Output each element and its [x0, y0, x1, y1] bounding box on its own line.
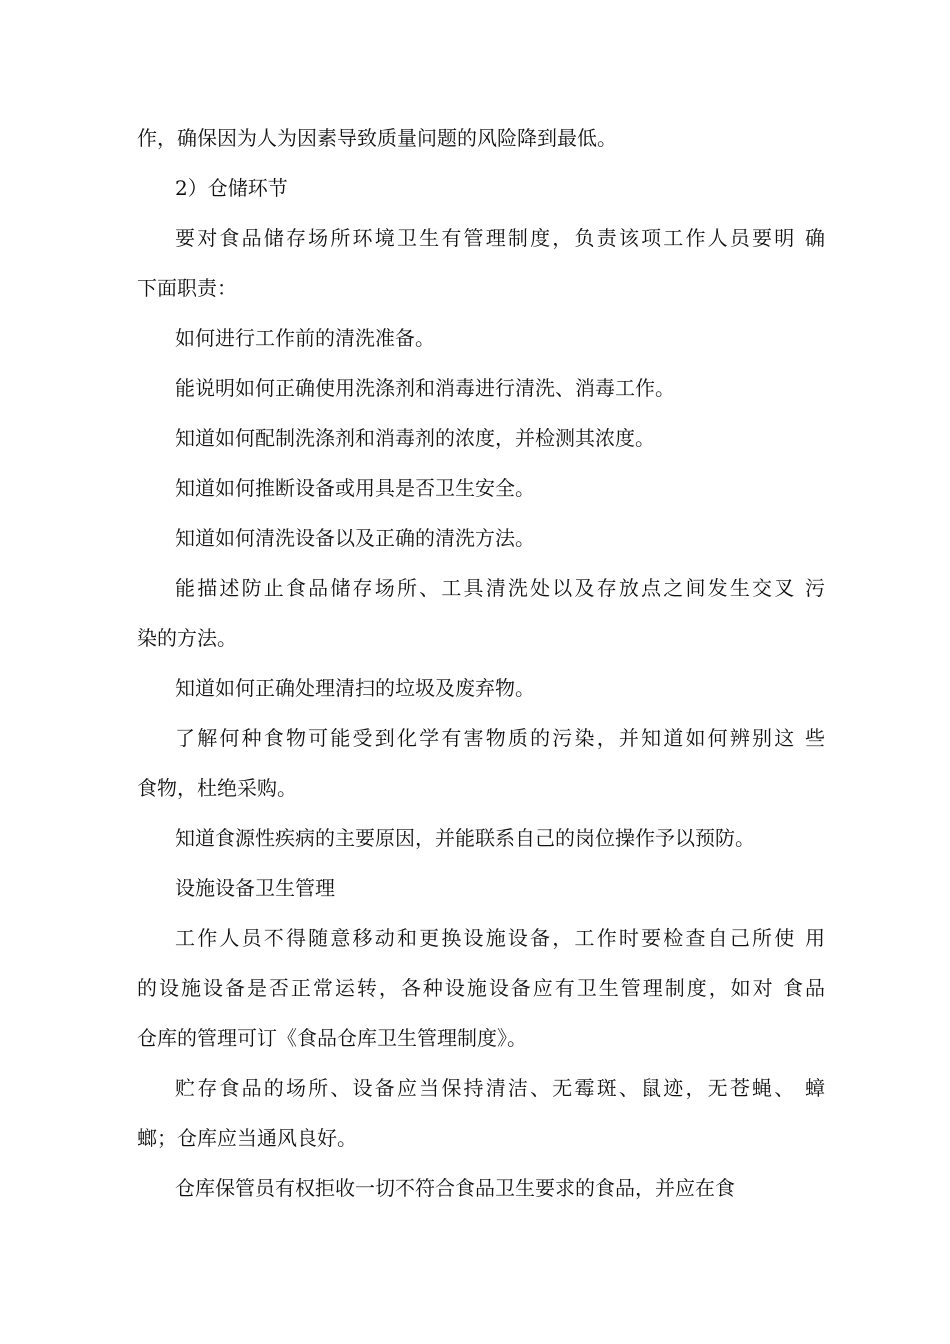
text-line: 知道如何推断设备或用具是否卫生安全。	[175, 476, 535, 500]
text-line: 食物，杜绝采购。	[137, 776, 297, 800]
text-line: 染的方法。	[137, 626, 237, 650]
text-line: 工作人员不得随意移动和更换设施设备，工作时要检查自己所使 用	[175, 926, 825, 950]
text-line: 知道如何配制洗涤剂和消毒剂的浓度，并检测其浓度。	[175, 426, 655, 450]
text-line: 下面职责：	[137, 276, 237, 300]
section-heading: 设施设备卫生管理	[175, 876, 335, 900]
text-line: 螂；仓库应当通风良好。	[137, 1126, 357, 1150]
text-line: 仓库的管理可订《食品仓库卫生管理制度》。	[137, 1026, 527, 1050]
text-line: 能描述防止食品储存场所、工具清洗处以及存放点之间发生交叉 污	[175, 576, 825, 600]
text-line: 了解何种食物可能受到化学有害物质的污染，并知道如何辨别这 些	[175, 726, 825, 750]
text-line: 要对食品储存场所环境卫生有管理制度，负责该项工作人员要明 确	[175, 226, 825, 250]
text-line: 贮存食品的场所、设备应当保持清洁、无霉斑、鼠迹，无苍蝇、 蟑	[175, 1076, 825, 1100]
document-body	[137, 113, 825, 1213]
text-line: 知道食源性疾病的主要原因，并能联系自己的岗位操作予以预防。	[175, 826, 755, 850]
section-heading: 2）仓储环节	[175, 176, 288, 200]
text-line: 如何进行工作前的清洗准备。	[175, 326, 435, 350]
text-line: 仓库保管员有权拒收一切不符合食品卫生要求的食品，并应在食	[175, 1176, 735, 1200]
text-line: 知道如何清洗设备以及正确的清洗方法。	[175, 526, 535, 550]
text-line: 知道如何正确处理清扫的垃圾及废弃物。	[175, 676, 535, 700]
text-line: 能说明如何正确使用洗涤剂和消毒进行清洗、消毒工作。	[175, 376, 675, 400]
text-line: 的设施设备是否正常运转，各种设施设备应有卫生管理制度，如对 食品	[137, 976, 825, 1000]
text-line: 作，确保因为人为因素导致质量问题的风险降到最低。	[137, 126, 617, 150]
